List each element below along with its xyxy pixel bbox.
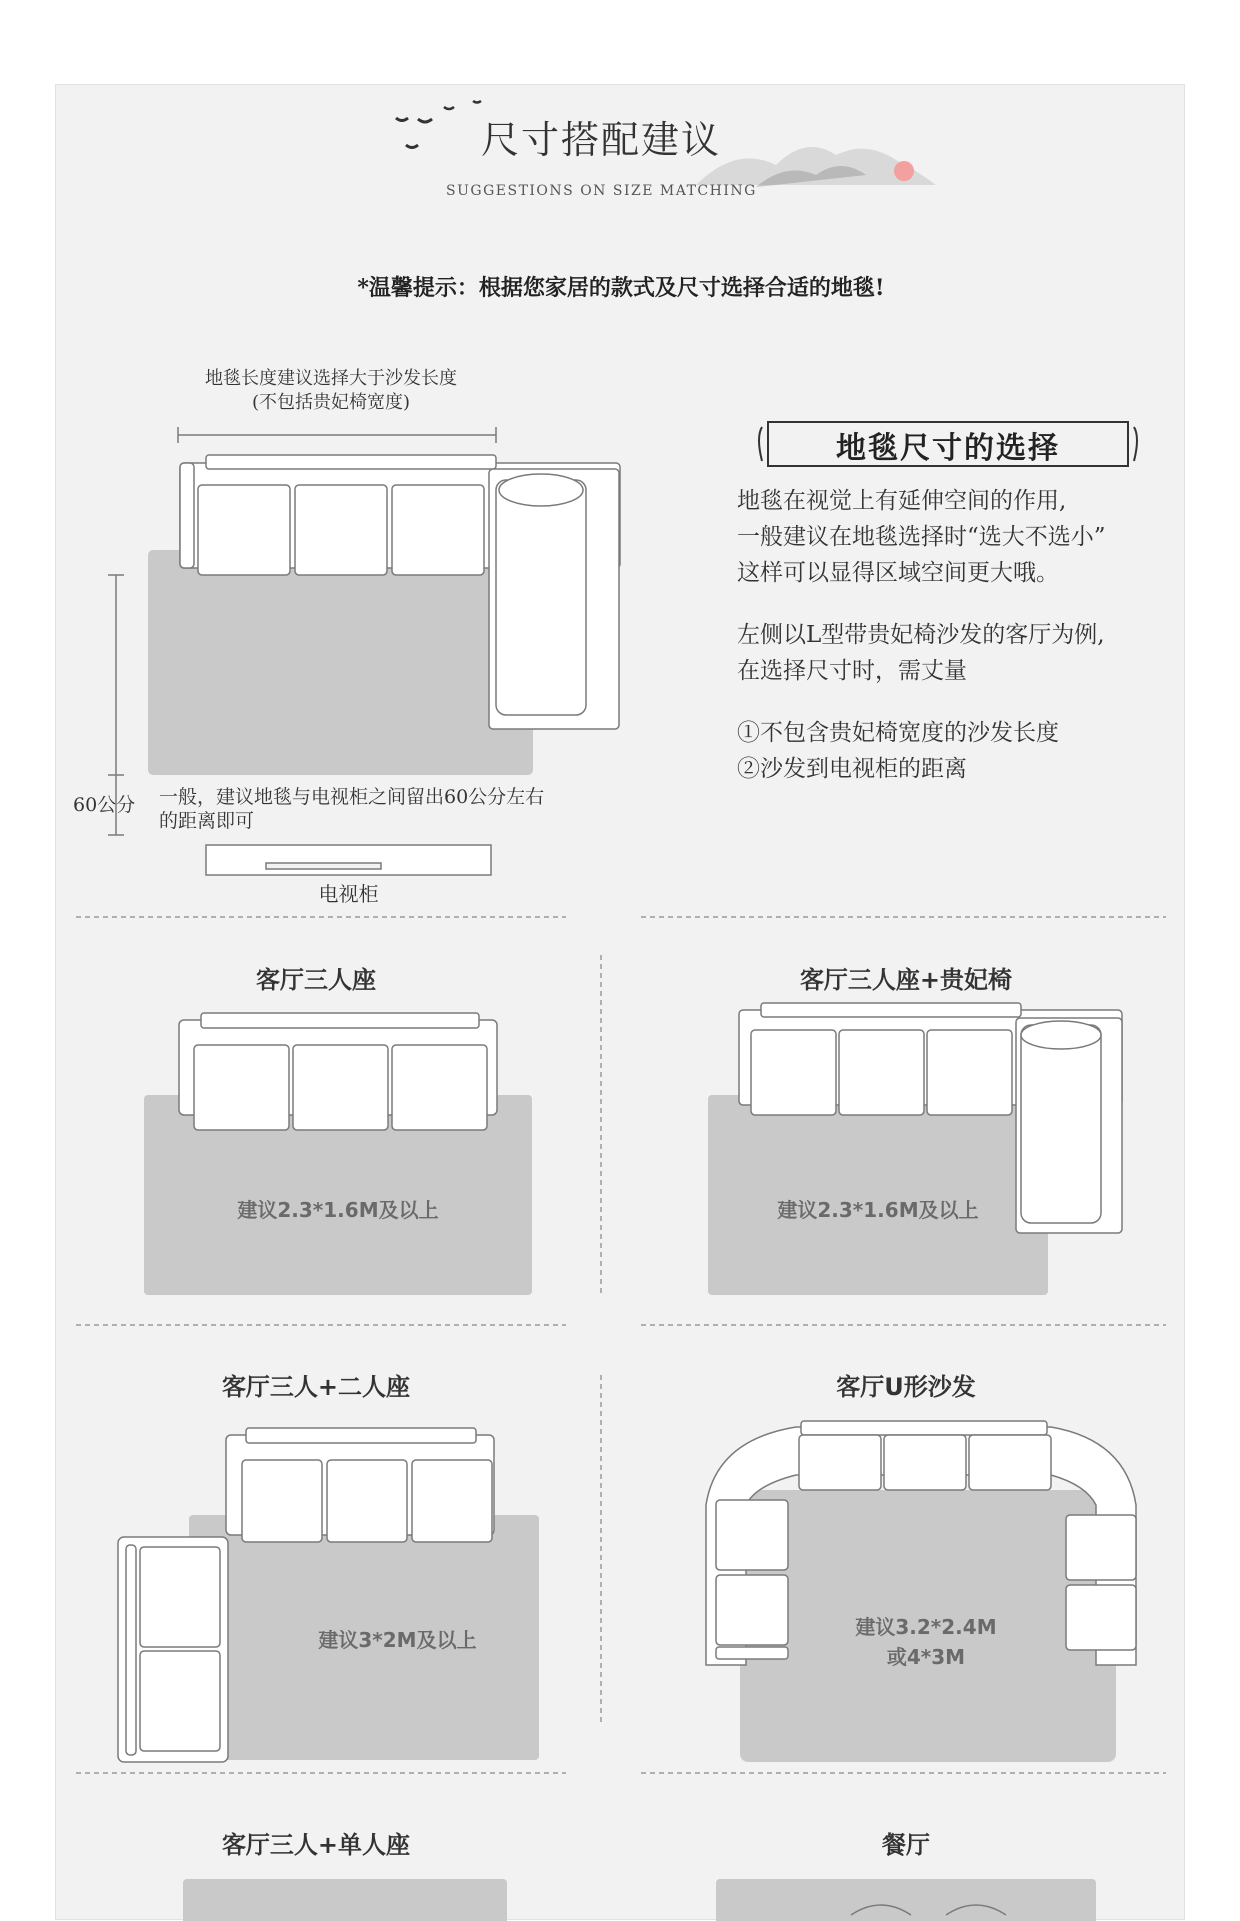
page-title: 尺寸搭配建议 xyxy=(481,118,722,162)
rug xyxy=(716,1879,1096,1921)
page-subtitle: SUGGESTIONS ON SIZE MATCHING xyxy=(446,183,757,199)
rug-size-suggestion: 建议3.2*2.4M 或4*3M xyxy=(855,1615,997,1669)
tv-cabinet-label: 电视柜 xyxy=(318,882,379,906)
layout-label: 客厅三人座 xyxy=(256,966,376,994)
size-guide-panel xyxy=(55,84,1185,1920)
rug-size-suggestion: 建议3*2M及以上 xyxy=(318,1628,477,1652)
selection-title: 地毯尺寸的选择 xyxy=(836,431,1060,466)
rug xyxy=(183,1879,507,1921)
length-note: 地毯长度建议选择大于沙发长度 (不包括贵妃椅宽度) xyxy=(205,368,457,413)
layout-label: 客厅U形沙发 xyxy=(836,1373,976,1401)
rug-size-suggestion: 建议2.3*1.6M及以上 xyxy=(237,1198,439,1222)
selection-paragraph-2: 左侧以L型带贵妃椅沙发的客厅为例, 在选择尺寸时，需丈量 xyxy=(737,622,1105,684)
rug-size-suggestion: 建议2.3*1.6M及以上 xyxy=(777,1198,979,1222)
layout-partial-bottom xyxy=(56,85,1186,1921)
layout-label: 客厅三人+二人座 xyxy=(221,1373,411,1401)
layout-label: 客厅三人+单人座 xyxy=(221,1831,411,1859)
tip-text: *温馨提示：根据您家居的款式及尺寸选择合适的地毯! xyxy=(357,275,885,301)
distance-note: 一般，建议地毯与电视柜之间留出60公分左右 的距离即可 xyxy=(159,786,545,832)
selection-paragraph-3: ①不包含贵妃椅宽度的沙发长度 ②沙发到电视柜的距离 xyxy=(737,720,1059,782)
layout-label: 餐厅 xyxy=(882,1831,930,1859)
selection-paragraph-1: 地毯在视觉上有延伸空间的作用, 一般建议在地毯选择时“选大不选小” 这样可以显得区域空间更大哦。 xyxy=(737,488,1106,586)
distance-label: 60公分 xyxy=(73,794,136,816)
layout-label: 客厅三人座+贵妃椅 xyxy=(799,966,1013,994)
